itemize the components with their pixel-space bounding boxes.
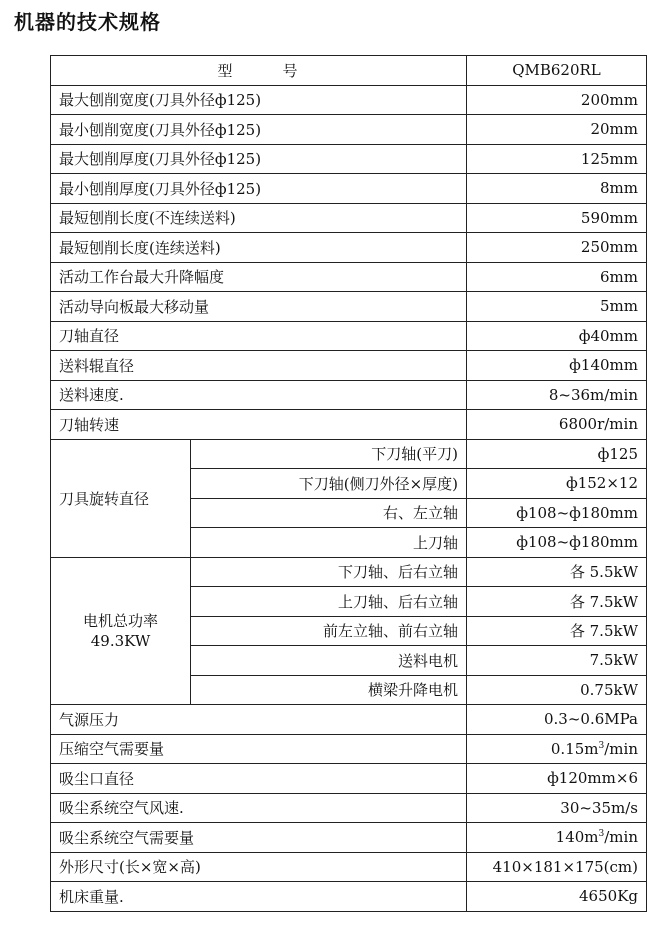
spec-value: 20mm <box>467 115 647 145</box>
table-row <box>51 174 647 204</box>
spec-name: 压缩空气需要量 <box>51 734 467 764</box>
spec-value: $140m^3/\min$ <box>467 823 647 853</box>
spec-sub-name: 横梁升降电机 <box>191 675 467 705</box>
spec-name: 送料辊直径 <box>51 351 467 381</box>
spec-sub-name: 右、左立轴 <box>191 498 467 528</box>
table-row <box>51 115 647 145</box>
spec-value: 30~35m/s <box>467 793 647 823</box>
spec-value: $0.15m^3/\min$ <box>467 734 647 764</box>
spec-value: 200mm <box>467 85 647 115</box>
header-model-label: 型 号 <box>51 56 467 86</box>
spec-sub-name: 前左立轴、前右立轴 <box>191 616 467 646</box>
spec-value: 8~36m/min <box>467 380 647 410</box>
spec-value: 0.75kW <box>467 675 647 705</box>
spec-name: 气源压力 <box>51 705 467 735</box>
spec-value: 各 5.5kW <box>467 557 647 587</box>
spec-name: 最大刨削宽度(刀具外径ф125) <box>51 85 467 115</box>
spec-value: 410×181×175(cm) <box>467 852 647 882</box>
spec-value: 6mm <box>467 262 647 292</box>
spec-name: 吸尘口直径 <box>51 764 467 794</box>
table-row <box>51 203 647 233</box>
table-row <box>51 852 647 882</box>
spec-name: 活动工作台最大升降幅度 <box>51 262 467 292</box>
spec-value: ф120mm×6 <box>467 764 647 794</box>
table-row <box>51 380 647 410</box>
spec-name: 最短刨削长度(不连续送料) <box>51 203 467 233</box>
spec-name: 最大刨削厚度(刀具外径ф125) <box>51 144 467 174</box>
spec-value: ф40mm <box>467 321 647 351</box>
spec-name: 活动导向板最大移动量 <box>51 292 467 322</box>
header-model-value: QMB620RL <box>467 56 647 86</box>
spec-value: ф108~ф180mm <box>467 498 647 528</box>
spec-value: 250mm <box>467 233 647 263</box>
spec-sub-name: 上刀轴 <box>191 528 467 558</box>
spec-sub-name: 下刀轴(平刀) <box>191 439 467 469</box>
spec-value: 7.5kW <box>467 646 647 676</box>
spec-value: 5mm <box>467 292 647 322</box>
spec-value: 各 7.5kW <box>467 587 647 617</box>
table-row <box>51 292 647 322</box>
group-label-motor-power <box>51 557 191 705</box>
spec-name: 最短刨削长度(连续送料) <box>51 233 467 263</box>
table-row <box>51 262 647 292</box>
table-row <box>51 85 647 115</box>
table-row <box>51 764 647 794</box>
table-row <box>51 734 647 764</box>
spec-value: ф152×12 <box>467 469 647 499</box>
spec-name: 吸尘系统空气风速. <box>51 793 467 823</box>
page-title: 机器的技术规格 <box>14 10 161 34</box>
spec-name: 刀轴直径 <box>51 321 467 351</box>
spec-value: 0.3~0.6MPa <box>467 705 647 735</box>
table-row <box>51 705 647 735</box>
spec-value: 590mm <box>467 203 647 233</box>
spec-sub-name: 下刀轴、后右立轴 <box>191 557 467 587</box>
spec-name: 刀轴转速 <box>51 410 467 440</box>
spec-value: 8mm <box>467 174 647 204</box>
spec-value: 6800r/min <box>467 410 647 440</box>
table-row <box>51 321 647 351</box>
table-row <box>51 793 647 823</box>
spec-value: ф125 <box>467 439 647 469</box>
table-row <box>51 410 647 440</box>
spec-value: 125mm <box>467 144 647 174</box>
group-label-cutter-diameter: 刀具旋转直径 <box>51 439 191 557</box>
table-row <box>51 823 647 853</box>
spec-name: 机床重量. <box>51 882 467 912</box>
table-row <box>51 144 647 174</box>
spec-table <box>50 55 647 912</box>
spec-sub-name: 下刀轴(侧刀外径×厚度) <box>191 469 467 499</box>
table-row <box>51 233 647 263</box>
table-row <box>51 351 647 381</box>
table-row <box>51 882 647 912</box>
motor-power-label: 电机总功率 <box>82 611 158 630</box>
spec-name: 外形尺寸(长×宽×高) <box>51 852 467 882</box>
spec-value: ф108~ф180mm <box>467 528 647 558</box>
spec-sub-name: 上刀轴、后右立轴 <box>191 587 467 617</box>
motor-power-total: 49.3KW <box>90 631 151 650</box>
spec-sub-name: 送料电机 <box>191 646 467 676</box>
table-row <box>51 557 647 587</box>
spec-value: 4650Kg <box>467 882 647 912</box>
table-header-row <box>51 56 647 86</box>
spec-name: 送料速度. <box>51 380 467 410</box>
spec-value: ф140mm <box>467 351 647 381</box>
spec-value: 各 7.5kW <box>467 616 647 646</box>
spec-name: 最小刨削宽度(刀具外径ф125) <box>51 115 467 145</box>
spec-name: 最小刨削厚度(刀具外径ф125) <box>51 174 467 204</box>
table-row <box>51 439 647 469</box>
spec-name: 吸尘系统空气需要量 <box>51 823 467 853</box>
